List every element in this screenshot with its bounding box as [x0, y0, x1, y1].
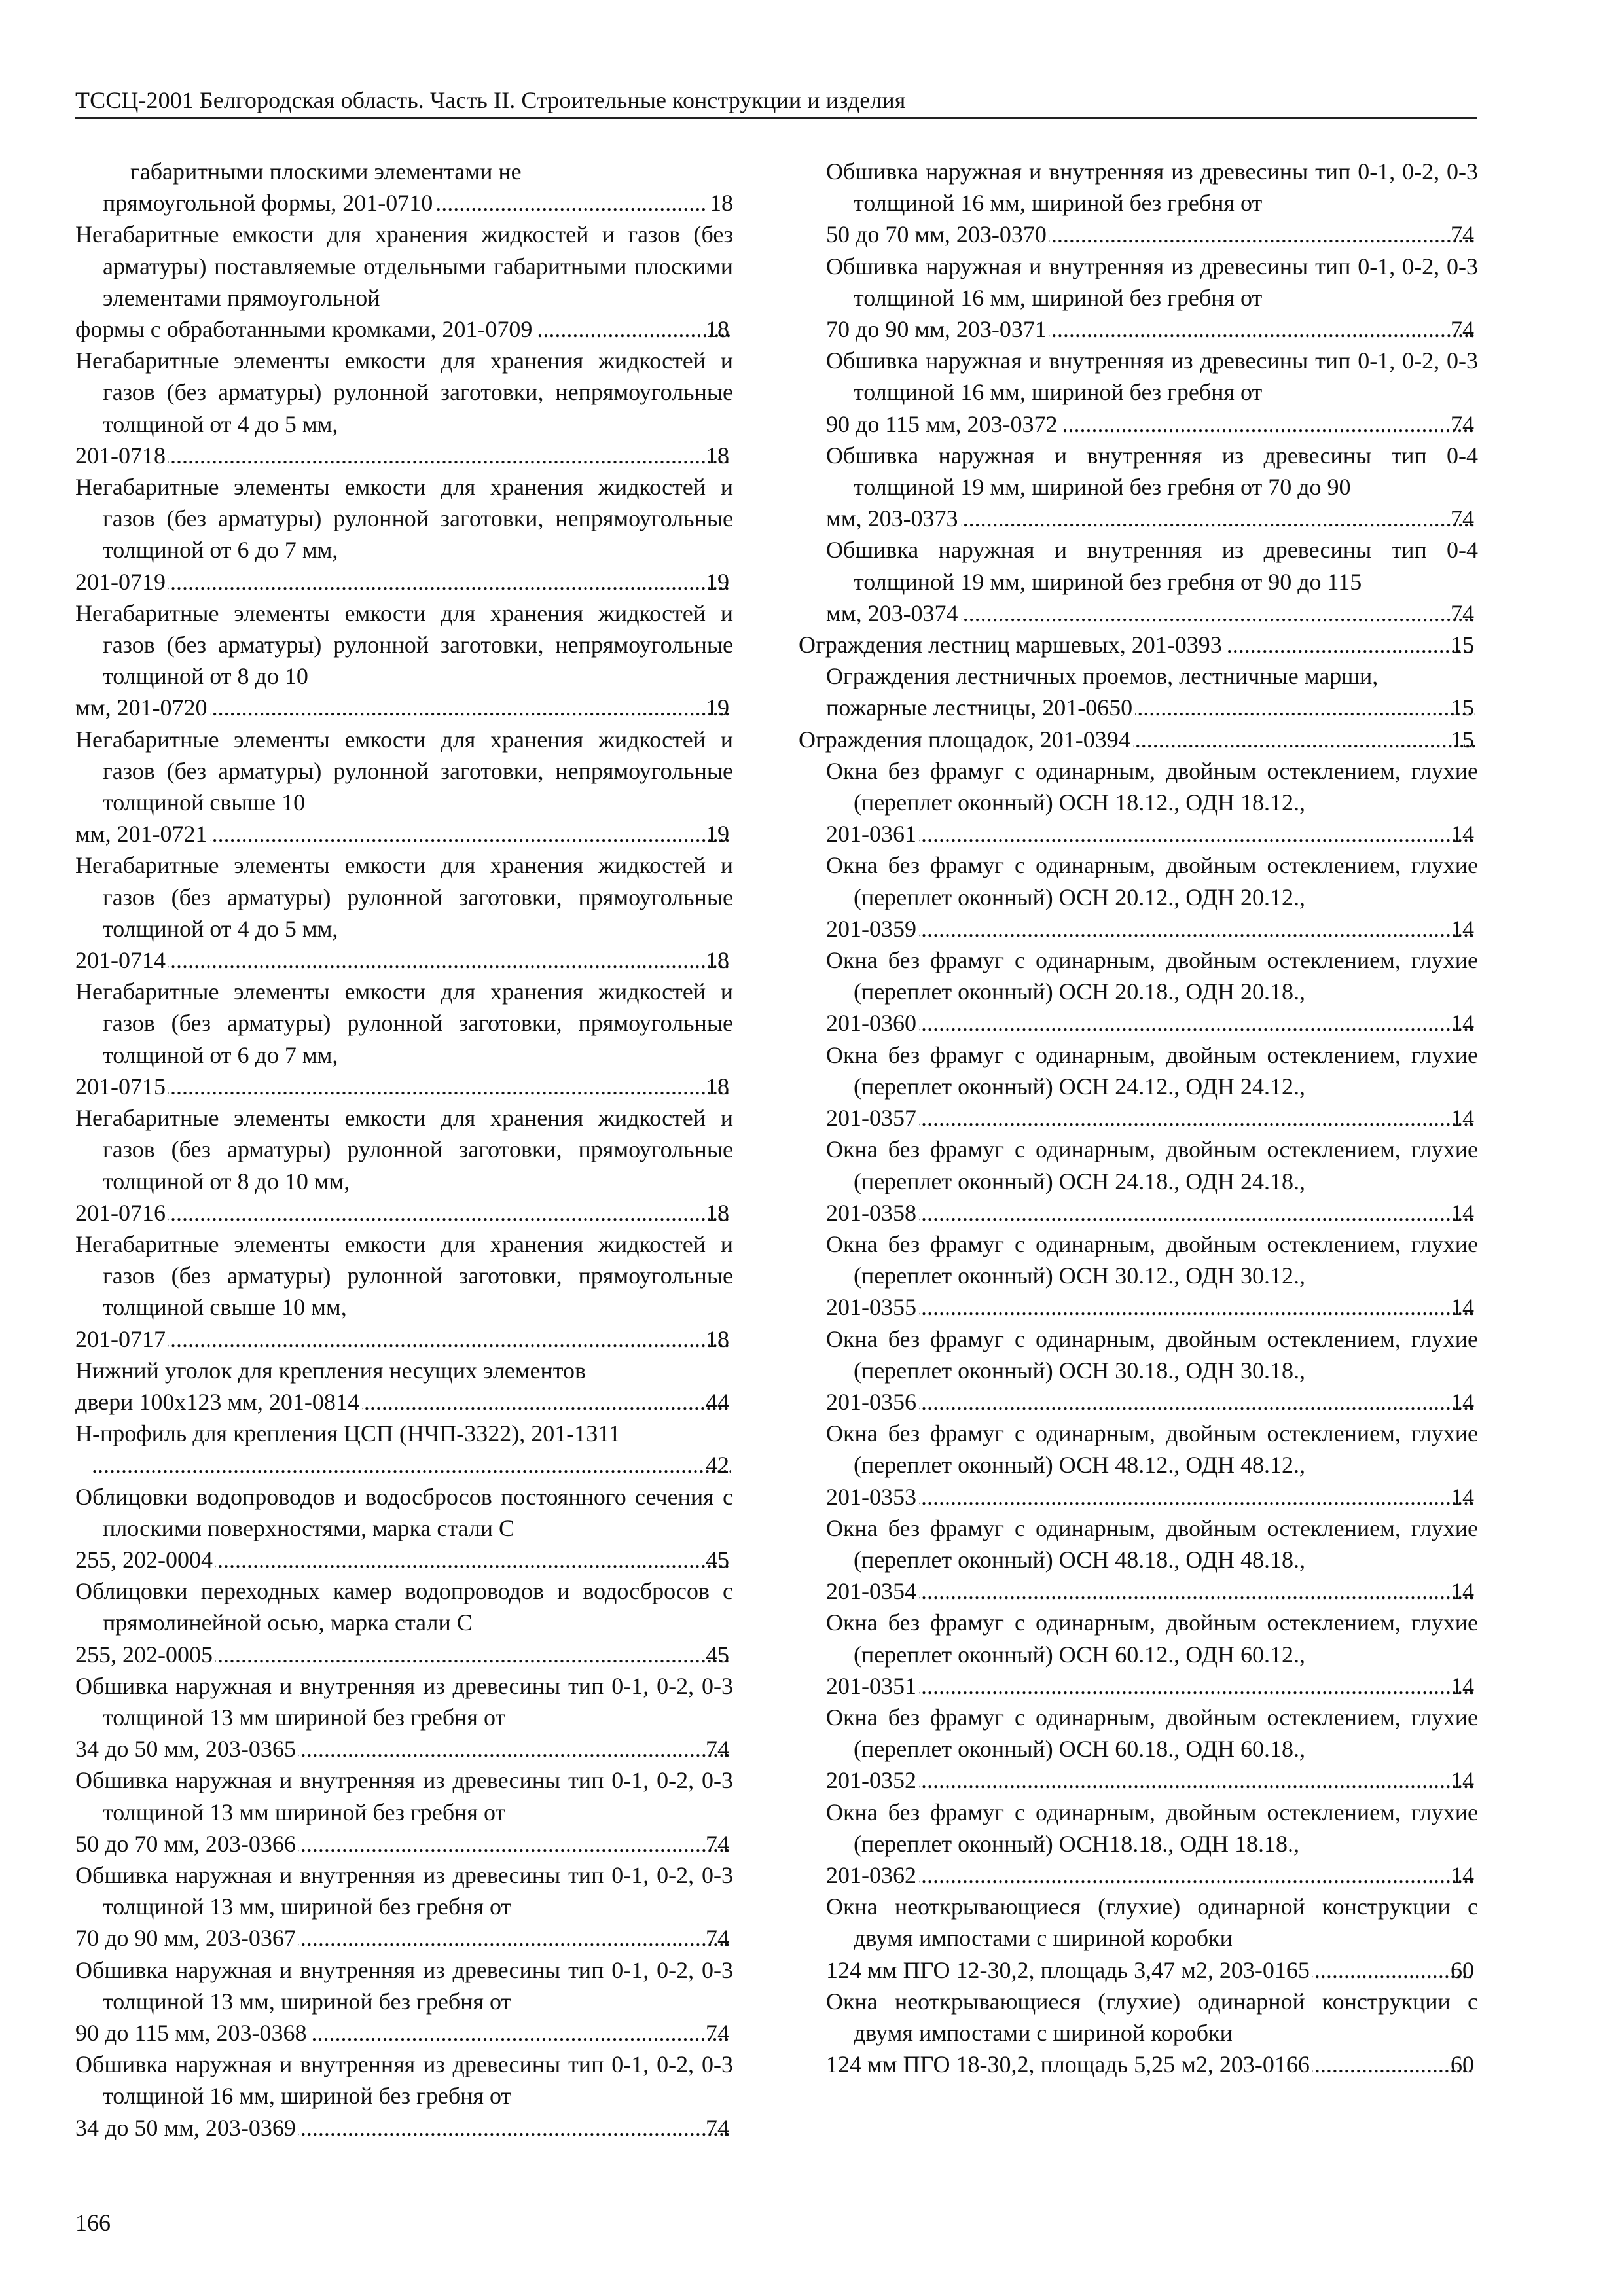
index-entry-text: Окна без фрамуг с одинарным, двойным остеклением, глухие (переплет оконный) ОСН 24.18., ОДН 24.18.,	[826, 1136, 1478, 1194]
index-entry-leader-line: 90 до 115 мм, 203-0372 ..... 74	[854, 408, 1478, 440]
index-entry-text: Н-профиль для крепления ЦСП (НЧП-3322), 201-1311	[75, 1420, 621, 1447]
index-entry	[826, 1513, 1478, 1607]
dot-leader	[168, 566, 731, 598]
dot-leader	[298, 1733, 731, 1765]
index-entry	[75, 1954, 733, 2049]
header-title: ТССЦ-2001 Белгородская область. Часть II. Строительные конструкции и изделия	[75, 87, 906, 113]
index-entry-text: Окна без фрамуг с одинарным, двойным остеклением, глухие (переплет оконный) ОСН 24.12., ОДН 24.12.,	[826, 1041, 1478, 1100]
index-entry-text: Обшивка наружная и внутренняя из древесины тип 0-1, 0-2, 0-3 толщиной 13 мм шириной без гребня от	[75, 1767, 733, 1825]
index-entry-code: мм, 203-0373	[826, 505, 958, 532]
index-entry-text: Обшивка наружная и внутренняя из древесины тип 0-1, 0-2, 0-3 толщиной 16 мм, шириной без гребня от	[826, 348, 1478, 406]
index-entry-code: мм, 201-0720	[75, 694, 208, 721]
index-entry-text: Окна без фрамуг с одинарным, двойным остеклением, глухие (переплет оконный) ОСН18.18., ОДН 18.18.,	[826, 1799, 1478, 1857]
index-entry-code: 201-0352	[826, 1767, 916, 1794]
index-entry-code: 201-0360	[826, 1010, 916, 1037]
index-entry-leader-line: мм, 203-0373 ..... 74	[854, 503, 1478, 534]
index-entry-text: Обшивка наружная и внутренняя из древесины тип 0-1, 0-2, 0-3 толщиной 13 мм, шириной без гребня от	[75, 1861, 733, 1920]
index-entry-text: габаритными плоскими элементами не	[130, 158, 522, 185]
dot-leader	[1049, 219, 1475, 250]
index-entry-leader-line: 201-0351 ..... 14	[854, 1670, 1478, 1702]
index-entry-leader-line: 201-0353 ..... 14	[854, 1481, 1478, 1513]
index-entry-leader-line: мм, 201-0721 ..... 19	[103, 818, 733, 850]
index-entry-leader-line: 201-0355 ..... 14	[854, 1291, 1478, 1323]
index-entry	[826, 534, 1478, 629]
dot-leader	[168, 1197, 731, 1229]
index-entry	[75, 1765, 733, 1859]
index-entry-leader-line: 201-0357 ..... 14	[854, 1102, 1478, 1134]
index-entry-leader-line: двери 100х123 мм, 201-0814 ..... 44	[103, 1386, 733, 1418]
index-entry	[75, 598, 733, 724]
index-entry-text: Окна без фрамуг с одинарным, двойным остеклением, глухие (переплет оконный) ОСН 48.12., ОДН 48.12.,	[826, 1420, 1478, 1479]
index-entry-text: Нижний уголок для крепления несущих элементов	[75, 1357, 586, 1384]
index-entry-code: мм, 203-0374	[826, 600, 958, 626]
dot-leader	[1060, 408, 1475, 440]
index-entry-code: 201-0351	[826, 1672, 916, 1699]
dot-leader	[215, 1544, 731, 1575]
index-entry	[826, 1323, 1478, 1418]
index-entry-leader-line	[103, 187, 733, 219]
index-entry-leader-line: 50 до 70 мм, 203-0370 ..... 74	[854, 219, 1478, 250]
dot-leader	[435, 187, 707, 219]
index-entry	[826, 755, 1478, 850]
index-entry-code: 50 до 70 мм, 203-0366	[75, 1830, 296, 1857]
running-header	[75, 84, 1477, 119]
index-entry-leader-line: мм, 201-0720 ..... 19	[103, 692, 733, 723]
index-entry-leader-line: формы с обработанными кромками, 201-0709 ..... 18	[103, 314, 733, 345]
index-entry-code: 201-0717	[75, 1325, 166, 1352]
index-entry	[75, 2049, 733, 2144]
dot-leader	[1135, 692, 1475, 723]
dot-leader	[919, 1670, 1475, 1702]
index-entry-leader-line: 201-0715 ..... 18	[103, 1071, 733, 1102]
index-entry	[75, 345, 733, 471]
dot-leader	[535, 314, 731, 345]
index-entry-text: Окна без фрамуг с одинарным, двойным остеклением, глухие (переплет оконный) ОСН 48.18., ОДН 48.18.,	[826, 1515, 1478, 1573]
dot-leader	[90, 1449, 731, 1480]
index-entry-leader-line: 34 до 50 мм, 203-0365 ..... 74	[103, 1733, 733, 1765]
index-entry	[799, 724, 1478, 755]
page-number: 166	[75, 2210, 111, 2236]
index-entry-leader-line: 201-0362 ..... 14	[854, 1859, 1478, 1891]
index-entry-leader-line: 201-0352 ..... 14	[854, 1765, 1478, 1796]
dot-leader	[1049, 314, 1475, 345]
index-entry	[75, 1575, 733, 1670]
index-entry-text: Облицовки переходных камер водопроводов и водосбросов с прямолинейной осью, марка стали С	[75, 1578, 733, 1636]
dot-leader	[168, 440, 731, 471]
index-entry-code: 124 мм ПГО 18-30,2, площадь 5,25 м2, 203-0166	[826, 2051, 1310, 2078]
dot-leader	[298, 1828, 731, 1859]
dot-leader	[210, 818, 731, 850]
dot-leader	[168, 944, 731, 976]
index-entry-code: 255, 202-0005	[75, 1641, 213, 1668]
index-entry-text: Обшивка наружная и внутренняя из древесины тип 0-1, 0-2, 0-3 толщиной 13 мм шириной без гребня от	[75, 1672, 733, 1731]
index-entry	[826, 345, 1478, 440]
index-entry-text: Негабаритные элементы емкости для хранения жидкостей и газов (без арматуры) рулонной заготовки, непрямоугольные толщиной от 8 до 10	[75, 600, 733, 690]
index-entry-code: мм, 201-0721	[75, 821, 208, 848]
index-entry-leader-line: 255, 202-0005 ..... 45	[103, 1639, 733, 1670]
index-entry	[75, 1102, 733, 1229]
index-entry-text: Обшивка наружная и внутренняя из древесины тип 0-4 толщиной 19 мм, шириной без гребня от 70 до 90	[826, 442, 1478, 501]
index-entry	[75, 1859, 733, 1954]
index-entry-code: 201-0357	[826, 1105, 916, 1132]
index-entry-code: 201-0361	[826, 821, 916, 848]
index-entry-text: Окна без фрамуг с одинарным, двойным остеклением, глухие (переплет оконный) ОСН 60.12., ОДН 60.12.,	[826, 1609, 1478, 1668]
index-entry-text: Обшивка наружная и внутренняя из древесины тип 0-1, 0-2, 0-3 толщиной 16 мм, шириной без гребня от	[75, 2051, 733, 2109]
index-entry	[75, 976, 733, 1102]
dot-leader	[919, 1386, 1475, 1418]
dot-leader	[1225, 629, 1475, 660]
index-entry-leader-line: 201-0359 ..... 14	[854, 913, 1478, 944]
dot-leader	[210, 692, 731, 723]
index-entry	[826, 440, 1478, 535]
index-entry-code: 34 до 50 мм, 203-0365	[75, 1736, 296, 1763]
index-entry-code: 90 до 115 мм, 203-0368	[75, 2019, 307, 2046]
index-entry	[826, 156, 1478, 251]
index-entry-text: Обшивка наружная и внутренняя из древесины тип 0-1, 0-2, 0-3 толщиной 13 мм, шириной без гребня от	[75, 1956, 733, 2015]
index-entry-text: Обшивка наружная и внутренняя из древесины тип 0-1, 0-2, 0-3 толщиной 16 мм, шириной без гребня от	[826, 253, 1478, 311]
index-entry	[75, 1481, 733, 1576]
index-entry-code: 201-0359	[826, 915, 916, 942]
index-entry-code: 201-0715	[75, 1073, 166, 1100]
index-entry-code: 201-0354	[826, 1578, 916, 1605]
index-entry-text: Окна без фрамуг с одинарным, двойным остеклением, глухие (переплет оконный) ОСН 20.12., ОДН 20.12.,	[826, 852, 1478, 910]
index-entry-text: Окна неоткрывающиеся (глухие) одинарной конструкции с двумя импостами с шириной коробки	[826, 1988, 1478, 2046]
dot-leader	[919, 1481, 1475, 1513]
index-entry-text: Негабаритные элементы емкости для хранения жидкостей и газов (без арматуры) рулонной заготовки, прямоугольные толщиной от 4 до 5 мм,	[75, 852, 733, 942]
index-entry-text: Окна без фрамуг с одинарным, двойным остеклением, глухие (переплет оконный) ОСН 18.12., ОДН 18.12.,	[826, 757, 1478, 816]
index-entry-leader-line: 201-0361 ..... 14	[854, 818, 1478, 850]
index-entry	[826, 1039, 1478, 1134]
index-entry-text: Окна без фрамуг с одинарным, двойным остеклением, глухие (переплет оконный) ОСН 20.18., ОДН 20.18.,	[826, 947, 1478, 1005]
index-entry-leader-line: пожарные лестницы, 201-0650 ..... 15	[854, 692, 1478, 723]
index-entry-code: 124 мм ПГО 12-30,2, площадь 3,47 м2, 203-0165	[826, 1956, 1310, 1983]
index-entry-code: 201-0356	[826, 1388, 916, 1415]
index-entry	[75, 724, 733, 850]
index-entry-code: Ограждения лестниц маршевых, 201-0393	[799, 632, 1222, 658]
index-entry-code: 70 до 90 мм, 203-0367	[75, 1925, 296, 1952]
index-entry	[826, 1607, 1478, 1702]
index-entry	[826, 944, 1478, 1039]
index-entry-leader-line: 201-0358 ..... 14	[854, 1197, 1478, 1229]
index-entry	[75, 1355, 733, 1418]
dot-leader	[919, 818, 1475, 850]
index-entry-code: 255, 202-0004	[75, 1546, 213, 1573]
index-entry	[826, 1986, 1478, 2081]
index-entry-leader-line: 201-0718 ..... 18	[103, 440, 733, 471]
dot-leader	[310, 2017, 731, 2049]
index-entry-leader-line: 34 до 50 мм, 203-0369 ..... 74	[103, 2112, 733, 2144]
index-entry	[75, 219, 733, 345]
index-entry-code: двери 100х123 мм, 201-0814	[75, 1388, 359, 1415]
index-entry	[75, 1670, 733, 1765]
index-entry-code: 90 до 115 мм, 203-0372	[826, 410, 1058, 437]
index-entry-text: Обшивка наружная и внутренняя из древесины тип 0-1, 0-2, 0-3 толщиной 16 мм, шириной без гребня от	[826, 158, 1478, 217]
dot-leader	[362, 1386, 731, 1418]
index-entry-code: 50 до 70 мм, 203-0370	[826, 221, 1047, 248]
index-entry	[799, 629, 1478, 660]
index-entry-code: 201-0716	[75, 1199, 166, 1226]
index-entry-code: 201-0718	[75, 442, 166, 469]
dot-leader	[298, 2112, 731, 2144]
index-entry-page: 18	[710, 190, 733, 217]
index-entry-leader-line: 70 до 90 мм, 203-0367 ..... 74	[103, 1922, 733, 1954]
index-entry	[826, 1797, 1478, 1892]
index-entry-code: 201-0355	[826, 1294, 916, 1321]
index-entry-text: Окна неоткрывающиеся (глухие) одинарной конструкции с двумя импостами с шириной коробки	[826, 1893, 1478, 1952]
index-entry-leader-line: 201-0354 ..... 14	[854, 1575, 1478, 1607]
index-entry-leader-line: 201-0356 ..... 14	[854, 1386, 1478, 1418]
index-entry-leader-line: 124 мм ПГО 12-30,2, площадь 3,47 м2, 203-0165 ..... 60	[854, 1954, 1478, 1986]
index-entry	[826, 850, 1478, 944]
index-entry-leader-line: 201-0717 ..... 18	[103, 1323, 733, 1355]
index-entry-text: Негабаритные элементы емкости для хранения жидкостей и газов (без арматуры) рулонной заготовки, прямоугольные толщиной от 8 до 10 мм,	[75, 1105, 733, 1194]
index-entry-leader-line: мм, 203-0374 ..... 74	[854, 598, 1478, 629]
index-entry-leader-line: 201-0360 ..... 14	[854, 1007, 1478, 1039]
index-entry-text: Окна без фрамуг с одинарным, двойным остеклением, глухие (переплет оконный) ОСН 30.12., ОДН 30.12.,	[826, 1230, 1478, 1289]
dot-leader	[961, 503, 1475, 534]
dot-leader	[298, 1922, 731, 1954]
dot-leader	[919, 1859, 1475, 1891]
index-entry-code: 201-0362	[826, 1861, 916, 1888]
dot-leader	[215, 1639, 731, 1670]
index-entry-code: 201-0719	[75, 568, 166, 595]
index-entry-text: Обшивка наружная и внутренняя из древесины тип 0-4 толщиной 19 мм, шириной без гребня от 90 до 115	[826, 537, 1478, 595]
dot-leader	[961, 598, 1475, 629]
dot-leader	[919, 1575, 1475, 1607]
dot-leader	[168, 1071, 731, 1102]
index-entry-code: формы с обработанными кромками, 201-0709	[75, 316, 533, 343]
index-entry-leader-line: 70 до 90 мм, 203-0371 ..... 74	[854, 314, 1478, 345]
dot-leader	[919, 1765, 1475, 1796]
index-entry-leader-line: 50 до 70 мм, 203-0366 ..... 74	[103, 1828, 733, 1859]
index-entry	[75, 471, 733, 598]
dot-leader	[919, 1197, 1475, 1229]
index-entry-text: Негабаритные емкости для хранения жидкостей и газов (без арматуры) поставляемые отдельными габаритными плоскими элементами прямоугольной	[75, 221, 733, 311]
index-entry-text: Негабаритные элементы емкости для хранения жидкостей и газов (без арматуры) рулонной заготовки, непрямоугольные толщиной свыше 10	[75, 726, 733, 816]
index-entry-leader-line: 90 до 115 мм, 203-0368 ..... 74	[103, 2017, 733, 2049]
index-entry-code: 34 до 50 мм, 203-0369	[75, 2114, 296, 2141]
index-entry-text: Негабаритные элементы емкости для хранения жидкостей и газов (без арматуры) рулонной заготовки, прямоугольные толщиной свыше 10 мм,	[75, 1230, 733, 1321]
index-entry	[75, 1229, 733, 1355]
index-entry-text: Ограждения лестничных проемов, лестничные марши,	[826, 663, 1379, 690]
index-entry-code: Ограждения площадок, 201-0394	[799, 726, 1130, 753]
index-entry-text: Окна без фрамуг с одинарным, двойным остеклением, глухие (переплет оконный) ОСН 30.18., ОДН 30.18.,	[826, 1325, 1478, 1384]
index-entry-code: пожарные лестницы, 201-0650	[826, 694, 1133, 721]
index-entry-text: Окна без фрамуг с одинарным, двойным остеклением, глухие (переплет оконный) ОСН 60.18., ОДН 60.18.,	[826, 1704, 1478, 1763]
index-entry-code: прямоугольной формы, 201-0710	[103, 190, 433, 217]
index-column-right	[799, 156, 1478, 2080]
index-entry-leader-line: Ограждения лестниц маршевых, 201-0393 ..... 15	[826, 629, 1478, 660]
dot-leader	[168, 1323, 731, 1355]
index-entry	[826, 1702, 1478, 1797]
index-entry	[75, 156, 733, 219]
index-entry-text: Негабаритные элементы емкости для хранения жидкостей и газов (без арматуры) рулонной заготовки, прямоугольные толщиной от 6 до 7 мм,	[75, 978, 733, 1068]
dot-leader	[919, 1291, 1475, 1323]
index-entry-code: 70 до 90 мм, 203-0371	[826, 316, 1047, 343]
index-entry-text: Негабаритные элементы емкости для хранения жидкостей и газов (без арматуры) рулонной заготовки, непрямоугольные толщиной от 6 до 7 мм,	[75, 474, 733, 564]
index-entry	[826, 251, 1478, 346]
index-entry-leader-line: 201-0714 ..... 18	[103, 944, 733, 976]
index-entry	[826, 1418, 1478, 1513]
dot-leader	[919, 1007, 1475, 1039]
index-entry-text: Негабаритные элементы емкости для хранения жидкостей и газов (без арматуры) рулонной заготовки, непрямоугольные толщиной от 4 до 5 мм,	[75, 348, 733, 437]
index-entry	[826, 660, 1478, 723]
index-entry-leader-line: 201-0719 ..... 19	[103, 566, 733, 598]
index-entry-text: Облицовки водопроводов и водосбросов постоянного сечения с плоскими поверхностями, марка стали С	[75, 1483, 733, 1541]
index-entry-leader-line: 201-0716 ..... 18	[103, 1197, 733, 1229]
index-entry	[826, 1134, 1478, 1229]
dot-leader	[1133, 724, 1475, 755]
dot-leader	[919, 1102, 1475, 1134]
index-entry	[826, 1229, 1478, 1323]
index-entry-code: 201-0714	[75, 947, 166, 974]
index-entry-code: 201-0358	[826, 1199, 916, 1226]
index-entry	[75, 1418, 733, 1480]
index-entry-leader-line: 124 мм ПГО 18-30,2, площадь 5,25 м2, 203-0166 ..... 60	[854, 2049, 1478, 2080]
index-entry-code: 201-0353	[826, 1483, 916, 1510]
index-entry-leader-line: 255, 202-0004 ..... 45	[103, 1544, 733, 1575]
index-entry	[75, 850, 733, 976]
index-entry	[826, 1891, 1478, 1986]
dot-leader	[919, 913, 1475, 944]
index-entry-leader-line: ..... 42	[87, 1449, 733, 1480]
index-column-left	[75, 156, 733, 2144]
index-entry-leader-line: Ограждения площадок, 201-0394 ..... 15	[826, 724, 1478, 755]
